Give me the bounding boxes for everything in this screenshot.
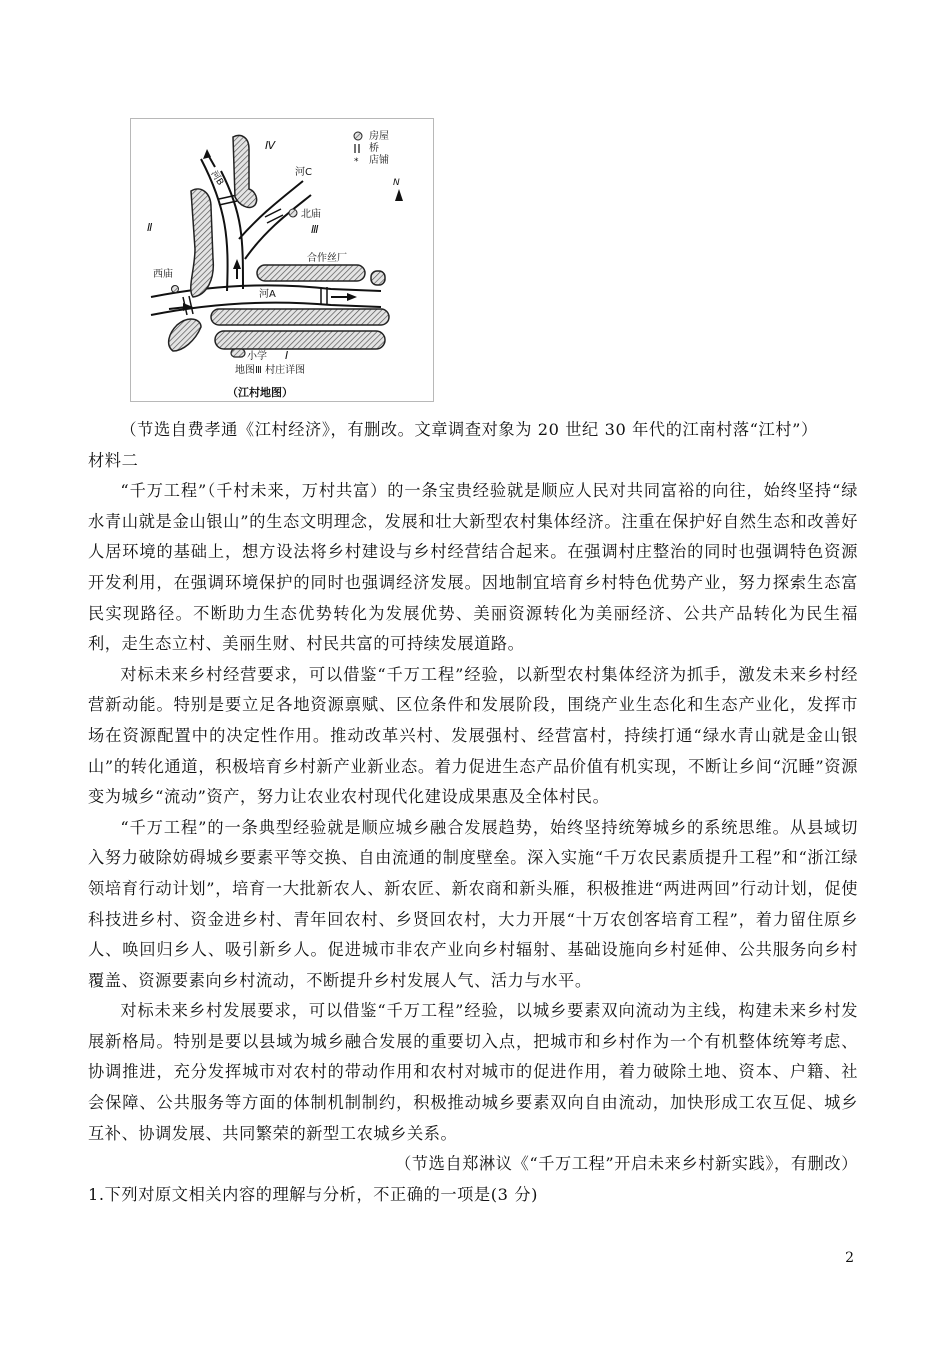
- source-citation-1: （节选自费孝通《江村经济》，有删改。文章调查对象为 20 世纪 30 年代的江南村落“江村”）: [120, 420, 818, 439]
- legend-house: 房屋: [369, 131, 389, 142]
- house-block-north: [233, 136, 257, 208]
- source-citation-2: （节选自郑淋议《“千万工程”开启未来乡村新实践》，有删改）: [395, 1154, 858, 1174]
- north-arrow-icon: [395, 189, 403, 201]
- label-west-temple: 西庙: [153, 269, 173, 280]
- page-number: 2: [845, 1250, 854, 1266]
- map-subtitle: 地图Ⅲ 村庄详图: [235, 365, 306, 376]
- map-caption: （江村地图）: [227, 386, 293, 399]
- label-school: 小学: [247, 351, 267, 362]
- label-river-a: 河A: [259, 289, 276, 300]
- house-block-south-1: [211, 309, 389, 325]
- label-river-b: 河B: [208, 169, 225, 188]
- village-map-drawing: [131, 119, 433, 401]
- article-body: [88, 415, 858, 1210]
- region-3: Ⅲ: [311, 223, 319, 236]
- house-legend-icon: [354, 132, 362, 140]
- label-north-temple: 北庙: [301, 209, 321, 220]
- region-2: Ⅱ: [147, 221, 153, 234]
- legend-shop: 店铺: [369, 155, 389, 166]
- label-coop-factory: 合作丝厂: [307, 253, 347, 264]
- material-2-heading: 材料二: [88, 450, 139, 470]
- paragraph-2: 对标未来乡村经营要求，可以借鉴“千万工程”经验，以新型农村集体经济为抓手，激发未来乡村经营新动能。特别是要立足各地资源禀赋、区位条件和发展阶段，围绕产业生态化和生态产业化，发挥市场在资源配置中的决定性作用。推动改革兴村、发展强村、经营富村，持续打通“绿水青山就是金山银山”的转化通道，积极培育乡村新产业新业态。着力促进生态产品价值有机实现，不断让乡间“沉睡”资源变为城乡“流动”资产，努力让农业农村现代化建设成果惠及全体村民。: [88, 664, 858, 807]
- region-1: Ⅰ: [285, 349, 289, 362]
- paragraph-3: “千万工程”的一条典型经验就是顺应城乡融合发展趋势，始终坚持统筹城乡的系统思维。从县域切入努力破除妨碍城乡要素平等交换、自由流通的制度壁垒。深入实施“千万农民素质提升工程”和“浙江绿领培育行动计划”，培育一大批新农人、新农匠、新农商和新头雁，积极推进“两进两回”行动计划，促使科技进乡村、资金进乡村、青年回农村、乡贤回农村，大力开展“十万农创客培育工程”，着力留住原乡人、唤回归乡人、吸引新乡人。促进城市非农产业向乡村辐射、基础设施向乡村延伸、公共服务向乡村覆盖、资源要素向乡村流动，不断提升乡村发展人气、活力与水平。: [88, 817, 858, 990]
- house-block-west: [191, 189, 214, 297]
- question-1: 1.下列对原文相关内容的理解与分析，不正确的一项是(3 分): [88, 1184, 539, 1204]
- compass-label: N: [393, 178, 400, 188]
- label-river-c: 河C: [295, 167, 312, 178]
- house-block-south-2: [215, 331, 385, 349]
- paragraph-1: “千万工程”（千村未来，万村共富）的一条宝贵经验就是顺应人民对共同富裕的向往，始终坚持“绿水青山就是金山银山”的生态文明理念，发展和壮大新型农村集体经济。注重在保护好自然生态和改善好人居环境的基础上，想方设法将乡村建设与乡村经营结合起来。在强调村庄整治的同时也强调特色资源开发利用，在强调环境保护的同时也强调经济发展。因地制宜培育乡村特色优势产业，努力探索生态富民实现路径。不断助力生态优势转化为发展优势、美丽资源转化为美丽经济、公共产品转化为民生福利，走生态立村、美丽生财、村民共富的可持续发展道路。: [88, 481, 858, 654]
- village-map-figure: [130, 118, 434, 402]
- region-4: Ⅳ: [265, 139, 276, 152]
- house-block-southwest: [169, 319, 201, 351]
- paragraph-4: 对标未来乡村发展要求，可以借鉴“千万工程”经验，以城乡要素双向流动为主线，构建未来乡村发展新格局。特别是要以县域为城乡融合发展的重要切入点，把城市和乡村作为一个有机整体统筹考虑、协调推进，充分发挥城市对农村的带动作用和农村对城市的促进作用，着力破除土地、资本、户籍、社会保障、公共服务等方面的体制机制制约，积极推动城乡要素双向自由流动，加快形成工农互促、城乡互补、协调发展、共同繁荣的新型工农城乡关系。: [88, 1001, 858, 1143]
- house-block-factory: [257, 265, 365, 281]
- svg-text:*: *: [354, 157, 359, 167]
- legend-bridge: 桥: [369, 143, 379, 154]
